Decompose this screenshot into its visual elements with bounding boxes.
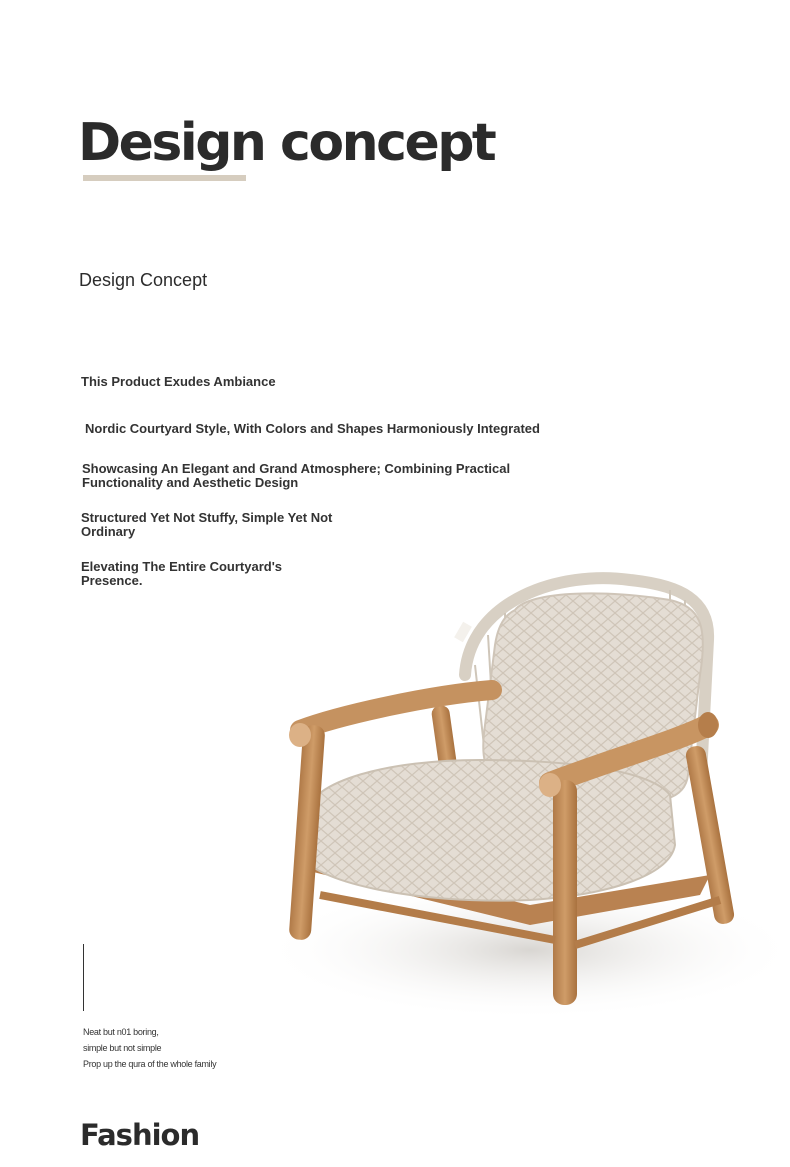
tagline-line-2: simple but not simple bbox=[83, 1043, 162, 1053]
page-title: Design concept bbox=[78, 113, 495, 173]
paragraph-ambiance: This Product Exudes Ambiance bbox=[81, 374, 276, 389]
vertical-divider bbox=[83, 944, 84, 1011]
paragraph-nordic-style: Nordic Courtyard Style, With Colors and Shapes Harmoniously Integrated bbox=[85, 421, 540, 436]
paragraph-elevating: Elevating The Entire Courtyard's Presence. bbox=[81, 559, 283, 588]
tagline-line-3: Prop up the qura of the whole family bbox=[83, 1059, 217, 1069]
paragraph-structured: Structured Yet Not Stuffy, Simple Yet Not Ordinary bbox=[81, 510, 333, 539]
title-underline bbox=[83, 175, 246, 181]
paragraph-elegant-atmosphere: Showcasing An Elegant and Grand Atmosphere; Combining Practical Functionality and Aesthetic Design bbox=[82, 461, 511, 490]
section-subtitle: Design Concept bbox=[79, 270, 208, 290]
tagline-line-1: Neat but n01 boring, bbox=[83, 1027, 159, 1037]
lounge-chair-image bbox=[230, 565, 790, 1035]
fashion-heading: Fashion bbox=[80, 1118, 200, 1152]
